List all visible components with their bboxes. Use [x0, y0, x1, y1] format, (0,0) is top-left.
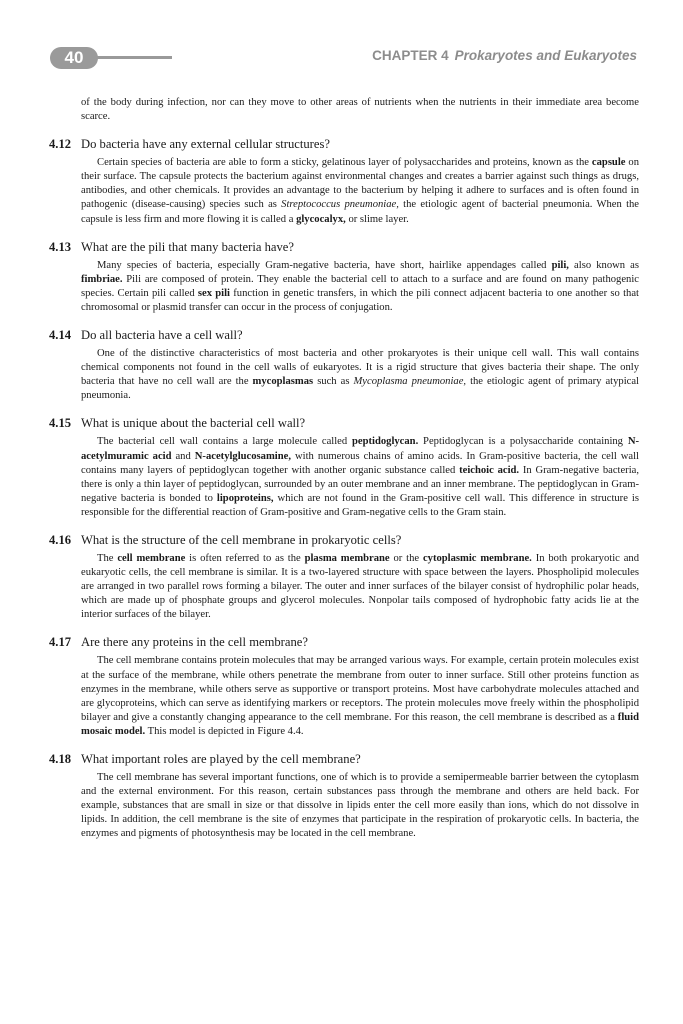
term-cell-membrane: cell membrane [117, 552, 186, 564]
question-4-14 [49, 328, 639, 343]
answer-4-16: The cell membrane is often referred to as the plasma membrane or the cytoplasmic membrane. In both prokaryotic and eukaryotic cells, the cell membrane is similar. It is a two-layered structure with space between the layers. Phospholipid molecules are arranged in two parallel rows forming a bilayer. The outer and inner surfaces of the bilayer consist of hydrophilic polar heads, which are made up of phosphate groups and glycerol molecules. Nonpolar tails composed of hydrophobic fatty acids lie at the interior surfaces of the bilayer. [81, 552, 640, 621]
term-n-acetylglucosamine: N-acetylglucosamine, [194, 450, 291, 462]
term-fimbriae: fimbriae. [81, 273, 123, 285]
term-teichoic-acid: teichoic acid. [459, 464, 520, 476]
question-4-18 [49, 752, 639, 767]
page-header [0, 0, 683, 80]
question-4-16 [49, 533, 639, 548]
question-number: 4.14 [49, 328, 72, 343]
page-number-badge: 40 [50, 47, 98, 69]
chapter-heading [372, 48, 637, 63]
question-4-15 [49, 416, 639, 431]
chapter-title: Prokaryotes and Eukaryotes [454, 48, 637, 63]
question-text: Do bacteria have any external cellular structures? [81, 137, 330, 152]
answer-4-12: Certain species of bacteria are able to form a sticky, gelatinous layer of polysaccharides and proteins, known as the capsule on their surface. The capsule protects the bacterium against environmental changes and creates a barrier against such things as drugs, antibodies, and other chemicals. It provides an advantage to the bacterium by helping it adhere to surfaces and is often found in pathogenic (disease-causing) species such as Streptococcus pneumoniae, the etiologic agent of bacterial pneumonia. When the capsule is less firm and more flowing it is called a glycocalyx, or slime layer. [81, 157, 640, 225]
chapter-label: CHAPTER 4 [372, 48, 449, 63]
term-glycocalyx: glycocalyx, [296, 213, 346, 225]
question-text: What important roles are played by the cell membrane? [81, 752, 361, 766]
term-sex-pili: sex pili [197, 287, 230, 299]
question-number: 4.12 [49, 137, 72, 152]
term-plasma-membrane: plasma membrane [304, 552, 390, 564]
answer-4-18: The cell membrane has several important functions, one of which is to provide a semipermeable barrier between the cytoplasm and the external environment. For this reason, certain substances pass through the membrane and others are held back. For example, substances that are small in size or that dissolve in lipids enter the cell more easily than ions, which do not dissolve in lipids. In addition, the cell membrane is the site of enzymes that participate in the respiration of prokaryotic cells. In bacteria, the enzymes and pigments of photosynthesis may be located in the cell membrane. [81, 772, 639, 840]
term-mycoplasma-pneumoniae: Mycoplasma pneumoniae, [353, 376, 467, 388]
answer-4-15: The bacterial cell wall contains a large molecule called peptidoglycan. Peptidoglycan is a polysaccharide containing N-acetylmuramic acid and N-acetylglucosamine, with numerous chains of amino acids. In Gram-positive bacteria, the cell wall contains many layers of peptidoglycan together with another organic substance called teichoic acid. In Gram-negative bacteria, there is only a thin layer of peptidoglycan, surrounded by an outer membrane and an inner membrane. The peptidoglycan in Gram-negative bacteria is bonded to lipoproteins, which are not found in the Gram-positive cell wall. This difference in structure is responsible for the differential reaction of Gram-positive and Gram-negative cells to the Gram stain. [81, 436, 640, 518]
term-n-acetylmuramic-acid: N-acetylmuramic acid [81, 436, 639, 462]
page-content [0, 96, 683, 841]
answer-4-13: Many species of bacteria, especially Gram-negative bacteria, have short, hairlike appendages called pili, also known as fimbriae. Pili are composed of protein. They enable the bacterial cell to attach to a surface and are found on many pathogenic species. Certain pili called sex pili function in genetic transfers, in which the pili connect adjacent bacteria to one another so that chromosomal or plasmid transfer can occur in the process of conjugation. [81, 259, 639, 313]
term-lipoproteins: lipoproteins, [216, 492, 274, 504]
question-number: 4.13 [49, 239, 72, 254]
question-number: 4.18 [49, 752, 72, 766]
question-4-17 [49, 635, 639, 650]
term-peptidoglycan: peptidoglycan. [352, 436, 419, 448]
term-streptococcus: Streptococcus pneumoniae, [281, 199, 399, 211]
question-text: What are the pili that many bacteria have? [81, 239, 294, 254]
question-text: What is unique about the bacterial cell wall? [81, 416, 306, 431]
answer-4-14: One of the distinctive characteristics of most bacteria and other prokaryotes is their unique cell wall. This wall contains chemical components not found in the cell walls of eukaryotes. It is a rigid structure that gives bacteria their shape. The only bacteria that have no cell wall are the mycoplasmas such as Mycoplasma pneumoniae, the etiologic agent of primary atypical pneumonia. [81, 348, 639, 402]
question-text: Are there any proteins in the cell membrane? [81, 635, 308, 650]
term-mycoplasmas: mycoplasmas [252, 376, 314, 388]
intro-paragraph: of the body during infection, nor can they move to other areas of nutrients when the nutrients in their immediate area become scarce. [81, 97, 639, 123]
question-text: What is the structure of the cell membrane in prokaryotic cells? [81, 532, 402, 547]
header-rule [96, 56, 172, 59]
question-text: Do all bacteria have a cell wall? [81, 328, 243, 343]
question-number: 4.15 [49, 416, 72, 431]
term-fluid-mosaic-model: fluid mosaic model. [81, 711, 639, 737]
term-capsule: capsule [591, 157, 626, 169]
question-4-12 [49, 137, 639, 152]
term-cytoplasmic-membrane: cytoplasmic membrane. [422, 552, 532, 564]
term-pili: pili, [551, 259, 569, 271]
answer-4-17: The cell membrane contains protein molecules that may be arranged various ways. For example, certain protein molecules exist at the surface of the membrane, while others penetrate the membrane from outer to inner surface. Still other proteins function as enzymes in the membrane, while others serve as supportive or transport proteins. Most have carbohydrate molecules attached and are glycoproteins, which can serve as identifying markers or receptors. The protein molecules move freely within the phospholipid bilayer and give a constantly changing appearance to the cell membrane. For this reason, the cell membrane is described as a fluid mosaic model. This model is depicted in Figure 4.4. [81, 655, 639, 737]
question-number: 4.17 [49, 635, 72, 650]
question-4-13 [49, 240, 639, 255]
question-number: 4.16 [49, 532, 72, 547]
